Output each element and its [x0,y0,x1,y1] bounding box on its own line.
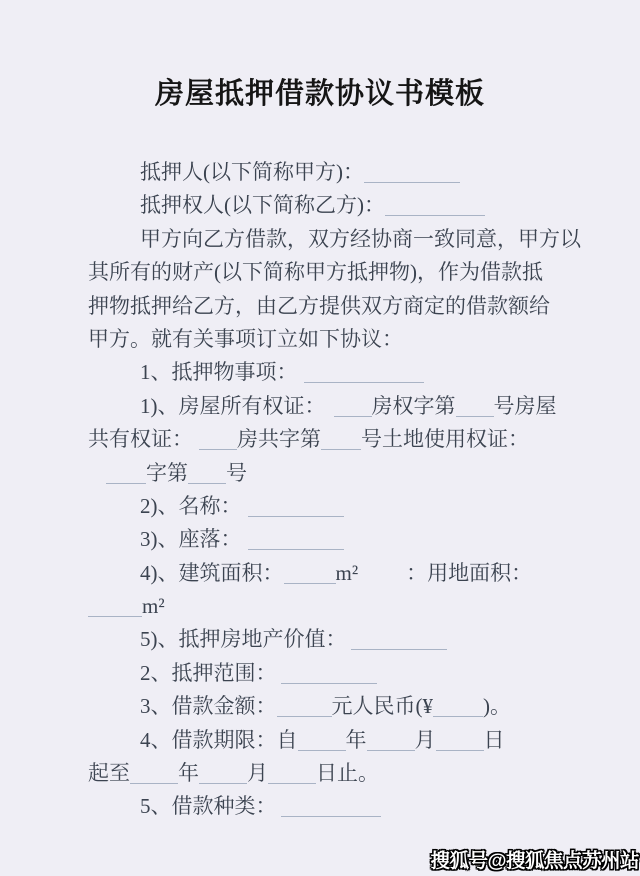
blank-field [281,663,377,684]
text-run: )。 [483,694,511,719]
text-run: 共有权证： [88,427,193,452]
document-line [88,490,553,523]
text-run: 号土地使用权证： [361,427,529,452]
text-run: 年 [345,727,367,752]
blank-field [364,162,460,183]
text-run: 抵押人(以下简称甲方)： [140,160,364,184]
document-line [88,457,553,490]
blank-field [304,362,424,383]
page-title: 房屋抵押借款协议书模板 [154,78,485,110]
text-run: 3)、座落： [140,527,242,552]
text-run: 房权字第 [371,393,456,418]
blank-field [277,696,332,717]
text-run: 5)、抵押房地产价值： [140,627,347,652]
blank-field [334,396,372,417]
blank-field [385,195,485,216]
blank-field [351,629,447,650]
text-run: 5、借款种类： [140,794,277,819]
text-run: 元人民币(¥ [331,694,433,719]
blank-field [248,529,344,550]
document-line [88,557,553,590]
document-line [88,423,553,456]
text-run: 月 [414,727,436,752]
text-run: 1)、房屋所有权证： [140,393,326,418]
document-line [88,323,553,356]
text-run: 抵押权人(以下简称乙方)： [140,193,385,218]
document-line [88,790,553,823]
text-run: 2)、名称： [140,493,242,518]
watermark: 搜狐号@搜狐焦点苏州站 [430,850,639,872]
document-line [88,690,553,723]
blank-field [284,563,336,584]
text-run: 月 [247,761,268,786]
blank-field [436,730,484,751]
blank-field [88,596,142,617]
text-run: 甲方。就有关事项订立如下协议： [88,326,403,351]
text-run: 4)、建筑面积： [140,560,284,585]
text-run: 字第 [146,460,188,485]
blank-field [456,396,494,417]
text-run: 日 [483,727,505,752]
document-line [88,189,553,222]
text-run: 3、借款金额： [140,694,277,719]
text-run: 押物抵押给乙方，由乙方提供双方商定的借款额给 [88,293,550,318]
document-line [88,390,557,423]
text-run: 号房屋 [493,393,557,418]
text-run: 其所有的财产(以下简称甲方抵押物)，作为借款抵 [88,260,543,285]
document-line [88,223,581,256]
document-line [88,256,553,289]
blank-field [199,429,237,450]
document-line [88,590,553,623]
blank-field [199,763,247,784]
blank-field [248,496,344,517]
blank-field [106,463,146,484]
text-run: 号 [226,460,247,485]
blank-field [268,763,316,784]
text-run: m² [335,560,359,585]
text-run: 2、抵押范围： [140,660,277,685]
blank-field [298,730,346,751]
blank-field [188,463,226,484]
document-line [88,757,553,790]
document-body [88,156,581,824]
document-line [88,724,553,757]
document-line [88,290,553,323]
blank-field [130,763,178,784]
blank-field [321,429,361,450]
text-run: ：用地面积： [406,560,533,585]
text-run: 甲方向乙方借款，双方经协商一致同意，甲方以 [140,226,581,251]
text-run: 1、抵押物事项： [140,360,298,385]
document-line [88,657,553,690]
text-run: 4、借款期限：自 [140,727,298,752]
text-run: 日止。 [316,761,379,786]
document-line [88,623,553,656]
text-run: 年 [178,761,199,786]
text-run: m² [142,594,165,619]
text-run: 起至 [88,761,130,786]
document-line [88,356,553,389]
blank-field [433,696,483,717]
text-run: 房共字第 [237,427,321,452]
document-line [88,523,553,556]
document-line [88,156,553,189]
blank-field [367,730,415,751]
blank-field [281,796,381,817]
